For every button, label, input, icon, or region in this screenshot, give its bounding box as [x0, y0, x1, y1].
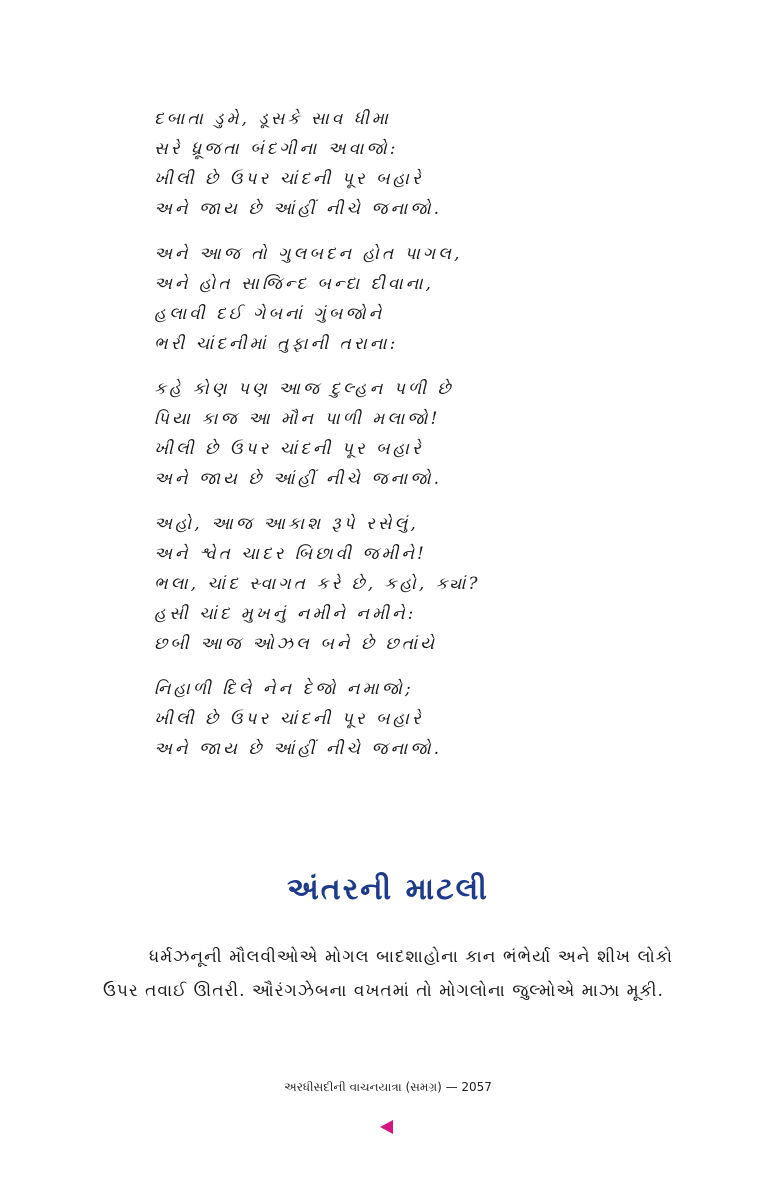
poem-stanza — [154, 509, 674, 659]
previous-page-arrow-icon[interactable] — [380, 1120, 393, 1134]
poem-line: ભરી ચાંદનીમાં તુફાની તરાના: — [154, 334, 399, 354]
poem-line: અને જાય છે આંહીં નીચે જનાજો. — [154, 739, 443, 759]
poem-line: ખીલી છે ઉપર ચાંદની પૂર બહારે — [154, 169, 424, 189]
poem-line: અને શ્વેત ચાદર બિછાવી જમીને! — [154, 544, 427, 564]
poem-line: હસી ચાંદ મુખનું નમીને નમીને: — [154, 604, 417, 624]
poem-line: ખીલી છે ઉપર ચાંદની પૂર બહારે — [154, 439, 424, 459]
poem-line: સરે ધ્રૂજતા બંદગીના અવાજો: — [154, 139, 399, 159]
poem-line: ખીલી છે ઉપર ચાંદની પૂર બહારે — [154, 709, 424, 729]
article-paragraph: ધર્મઝનૂની મૌલવીઓએ મોગલ બાદશાહોના કાન ભંભેર્યા અને શીખ લોકો ઉપર તવાઈ ઊતરી. ઔરંગઝેબના વખતમાં તો મોગલોના જુલ્મોએ માઝા મૂકી. — [103, 947, 673, 1001]
poem-line: અને હોત સાજિન્દ બન્દા દીવાના, — [154, 274, 434, 294]
poem-line: અને જાય છે આંહીં નીચે જનાજો. — [154, 199, 443, 219]
poem-line: છબી આજ ઓઝલ બને છે છતાંયે — [154, 634, 438, 654]
page-footer: અરધીસદીની વાચનયાત્રા (સમગ્ર) — 2057 — [284, 1080, 492, 1094]
poem — [154, 104, 674, 779]
poem-line: નિહાળી દિલે નેન દેજો નમાજો; — [154, 679, 414, 699]
poem-line: અને આજ તો ગુલબદન હોત પાગલ, — [154, 244, 463, 264]
poem-line: ભલા, ચાંદ સ્વાગત કરે છે, કહો, ક્યાં? — [154, 574, 481, 594]
poem-stanza — [154, 374, 674, 494]
poem-line: કહે કોણ પણ આજ દુલ્હન પળી છે — [154, 379, 454, 399]
poem-line: અહો, આજ આકાશ રૂપે રસેલું, — [154, 514, 419, 534]
poem-line: પિયા કાજ આ મૌન પાળી મલાજો! — [154, 409, 441, 429]
poem-line: અને જાય છે આંહીં નીચે જનાજો. — [154, 469, 443, 489]
poem-stanza — [154, 674, 674, 764]
article-title: અંતરની માટલી — [287, 872, 489, 907]
poem-stanza — [154, 239, 674, 359]
poem-stanza — [154, 104, 674, 224]
poem-line: દબાતા ડુમે, ડૂસકે સાવ ધીમા — [154, 109, 391, 129]
poem-line: હલાવી દઈ ગેબનાં ગુંબજોને — [154, 304, 385, 324]
